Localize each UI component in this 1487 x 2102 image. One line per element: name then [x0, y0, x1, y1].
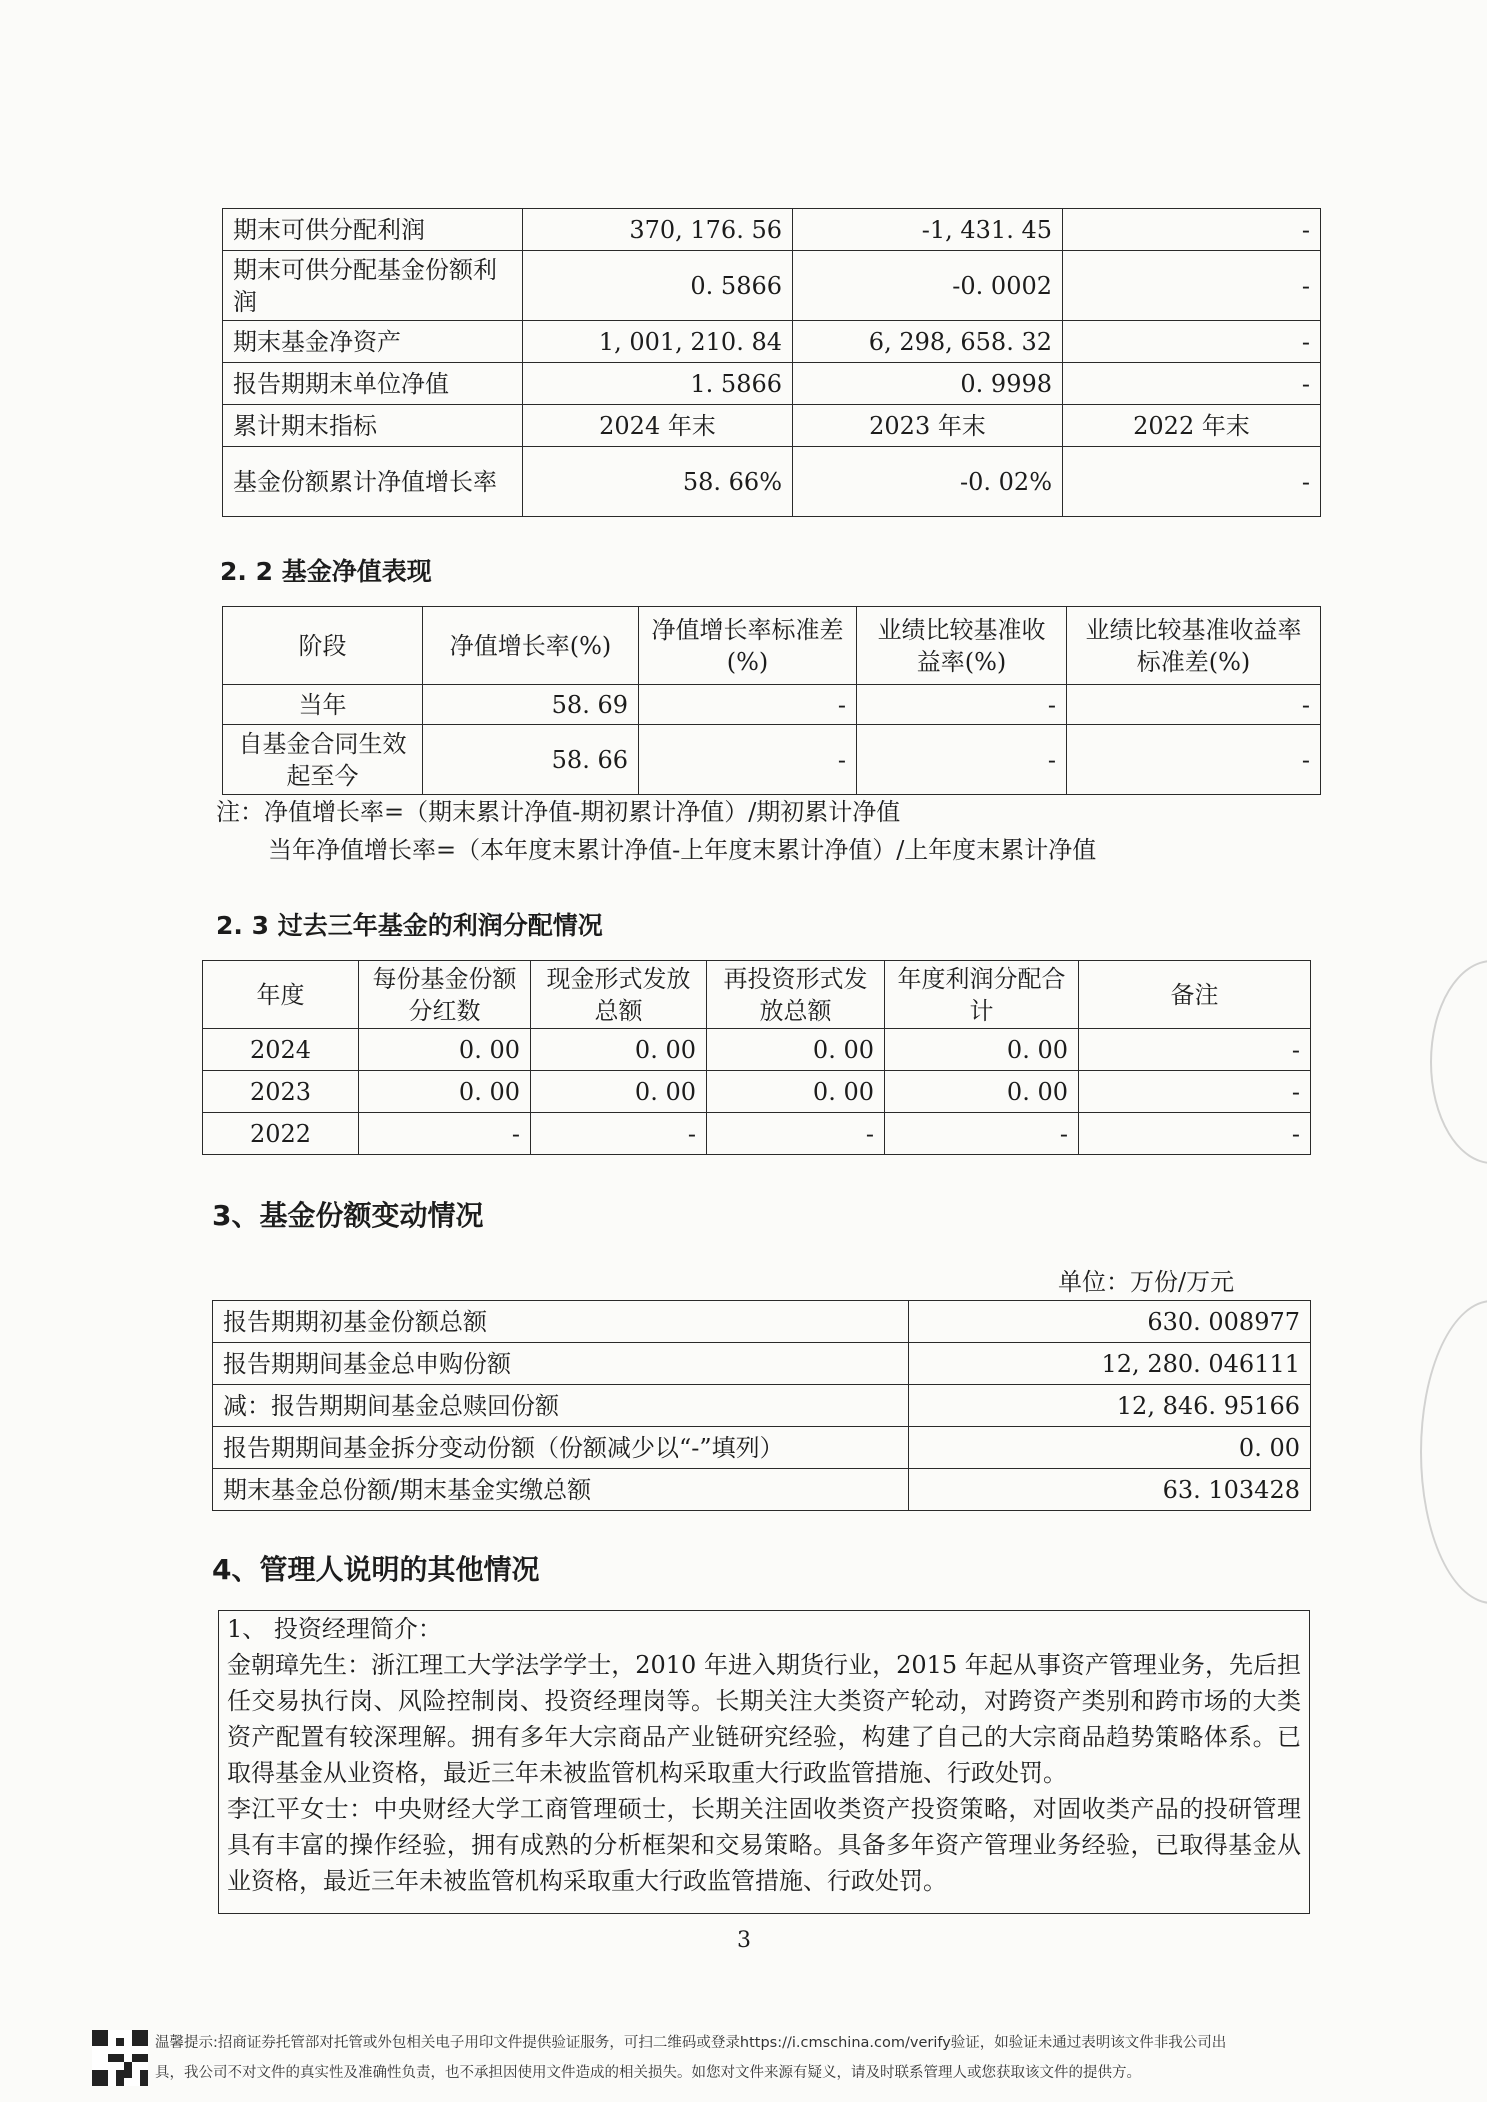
table-row — [213, 1385, 1311, 1427]
footer-line: 具，我公司不对文件的真实性及准确性负责，也不承担因使用文件造成的相关损失。如您对文件来源有疑义，请及时联系管理人或您获取该文件的提供方。 — [155, 2065, 1141, 2081]
column-header: 年度利润分配合计 — [885, 961, 1079, 1029]
row-label: 报告期期间基金总申购份额 — [213, 1343, 909, 1385]
cell-2024: 58. 66% — [523, 447, 793, 517]
cell-2023: 0. 9998 — [793, 363, 1063, 405]
cell: - — [1079, 1113, 1311, 1155]
table-row — [203, 1113, 1311, 1155]
column-header: 业绩比较基准收益率标准差(%) — [1067, 607, 1321, 685]
unit-label: 单位：万份/万元 — [1058, 1268, 1235, 1296]
table-row — [223, 447, 1321, 517]
cell-2022: - — [1063, 321, 1321, 363]
cell-2023: 2023 年末 — [793, 405, 1063, 447]
manager-bio: 金朝璋先生：浙江理工大学法学学士，2010 年进入期货行业，2015 年起从事资产管理业务，先后担任交易执行岗、风险控制岗、投资经理岗等。长期关注大类资产轮动，对跨资产类别和跨市场的大类资产配置有较深理解。拥有多年大宗商品产业链研究经验，构建了自己的大宗商品趋势策略体系。已取得基金从业资格，最近三年未被监管机构采取重大行政监管措施、行政处罚。 — [227, 1651, 1301, 1787]
section-title: 4、管理人说明的其他情况 — [212, 1553, 540, 1586]
cell-2024: 2024 年末 — [523, 405, 793, 447]
column-header: 现金形式发放总额 — [531, 961, 707, 1029]
footer-line: 温馨提示:招商证券托管部对托管或外包相关电子用印文件提供验证服务，可扫二维码或登录https://i.cmschina.com/verify验证，如验证未通过表明该文件非我公司出 — [155, 2035, 1227, 2051]
cell: 0. 00 — [885, 1071, 1079, 1113]
cell: - — [707, 1113, 885, 1155]
share-change-table — [212, 1300, 1311, 1511]
column-header: 业绩比较基准收益率(%) — [857, 607, 1067, 685]
table-row — [213, 1469, 1311, 1511]
row-label: 基金份额累计净值增长率 — [223, 447, 523, 517]
row-value: 630. 008977 — [909, 1301, 1311, 1343]
cell-2023: -0. 02% — [793, 447, 1063, 517]
table-row — [203, 1071, 1311, 1113]
row-label: 期末可供分配利润 — [223, 209, 523, 251]
cell: 0. 00 — [707, 1029, 885, 1071]
cell-2022: 2022 年末 — [1063, 405, 1321, 447]
cell-2023: -0. 0002 — [793, 251, 1063, 321]
cell: - — [857, 725, 1067, 795]
table-row — [223, 685, 1321, 725]
qr-code-icon — [92, 2030, 148, 2086]
cell-2024: 370, 176. 56 — [523, 209, 793, 251]
cell: 2023 — [203, 1071, 359, 1113]
cell-2024: 1, 001, 210. 84 — [523, 321, 793, 363]
row-label: 期末可供分配基金份额利润 — [223, 251, 523, 321]
cell: 自基金合同生效起至今 — [223, 725, 423, 795]
row-label: 期末基金总份额/期末基金实缴总额 — [213, 1469, 909, 1511]
table-row — [223, 321, 1321, 363]
cell: - — [359, 1113, 531, 1155]
cell-2022: - — [1063, 209, 1321, 251]
cell: 0. 00 — [885, 1029, 1079, 1071]
row-label: 报告期期初基金份额总额 — [213, 1301, 909, 1343]
cell: - — [1079, 1071, 1311, 1113]
table-row — [223, 251, 1321, 321]
column-header: 净值增长率(%) — [423, 607, 639, 685]
cell-2022: - — [1063, 363, 1321, 405]
table-row — [223, 363, 1321, 405]
table-row — [203, 1029, 1311, 1071]
nav-performance-table — [222, 606, 1321, 795]
cell: 0. 00 — [531, 1071, 707, 1113]
note-line: 注：净值增长率=（期末累计净值-期初累计净值）/期初累计净值 — [216, 798, 901, 826]
row-label: 期末基金净资产 — [223, 321, 523, 363]
column-header: 每份基金份额分红数 — [359, 961, 531, 1029]
cell-2022: - — [1063, 447, 1321, 517]
cell: - — [885, 1113, 1079, 1155]
page-number: 3 — [737, 1928, 751, 1953]
manager-bio: 李江平女士：中央财经大学工商管理硕士，长期关注固收类资产投资策略，对固收类产品的投研管理具有丰富的操作经验，拥有成熟的分析框架和交易策略。具备多年资产管理业务经验，已取得基金从业资格，最近三年未被监管机构采取重大行政监管措施、行政处罚。 — [227, 1795, 1301, 1895]
column-header: 阶段 — [223, 607, 423, 685]
manager-info-box — [218, 1610, 1310, 1914]
column-header: 净值增长率标准差(%) — [639, 607, 857, 685]
cell: - — [639, 725, 857, 795]
row-label: 减：报告期期间基金总赎回份额 — [213, 1385, 909, 1427]
table-row — [213, 1343, 1311, 1385]
cell: 当年 — [223, 685, 423, 725]
table-row — [213, 1301, 1311, 1343]
column-header: 备注 — [1079, 961, 1311, 1029]
cell-2023: -1, 431. 45 — [793, 209, 1063, 251]
cell: 0. 00 — [707, 1071, 885, 1113]
note-line: 当年净值增长率=（本年度末累计净值-上年度末累计净值）/上年度末累计净值 — [268, 836, 1097, 864]
cell: - — [1067, 685, 1321, 725]
row-label: 报告期期末单位净值 — [223, 363, 523, 405]
row-value: 63. 103428 — [909, 1469, 1311, 1511]
cell: 0. 00 — [531, 1029, 707, 1071]
seal-fragment-icon — [1430, 960, 1487, 1164]
table-row — [223, 405, 1321, 447]
cell: 0. 00 — [359, 1029, 531, 1071]
section-title: 3、基金份额变动情况 — [212, 1199, 484, 1232]
column-header: 年度 — [203, 961, 359, 1029]
cell: - — [857, 685, 1067, 725]
cell: - — [1067, 725, 1321, 795]
cell: 2022 — [203, 1113, 359, 1155]
column-header: 再投资形式发放总额 — [707, 961, 885, 1029]
profit-distribution-table — [202, 960, 1311, 1155]
seal-fragment-icon — [1420, 1300, 1487, 1604]
row-label: 报告期期间基金拆分变动份额（份额减少以“-”填列） — [213, 1427, 909, 1469]
footer-notice — [155, 2028, 1355, 2088]
section-title: 2. 3 过去三年基金的利润分配情况 — [216, 911, 603, 940]
cell: 58. 69 — [423, 685, 639, 725]
cell: - — [531, 1113, 707, 1155]
cell: 2024 — [203, 1029, 359, 1071]
cell-2022: - — [1063, 251, 1321, 321]
cell: - — [639, 685, 857, 725]
cell-2023: 6, 298, 658. 32 — [793, 321, 1063, 363]
table-row — [223, 725, 1321, 795]
cell-2024: 0. 5866 — [523, 251, 793, 321]
cell: 58. 66 — [423, 725, 639, 795]
row-label: 累计期末指标 — [223, 405, 523, 447]
cell-2024: 1. 5866 — [523, 363, 793, 405]
row-value: 12, 846. 95166 — [909, 1385, 1311, 1427]
cell: 0. 00 — [359, 1071, 531, 1113]
indicator-table — [222, 208, 1321, 517]
table-row — [213, 1427, 1311, 1469]
table-header-row — [203, 961, 1311, 1029]
info-heading: 1、 投资经理简介： — [227, 1615, 442, 1643]
row-value: 0. 00 — [909, 1427, 1311, 1469]
table-header-row — [223, 607, 1321, 685]
row-value: 12, 280. 046111 — [909, 1343, 1311, 1385]
table-row — [223, 209, 1321, 251]
section-title: 2. 2 基金净值表现 — [220, 557, 432, 586]
cell: - — [1079, 1029, 1311, 1071]
